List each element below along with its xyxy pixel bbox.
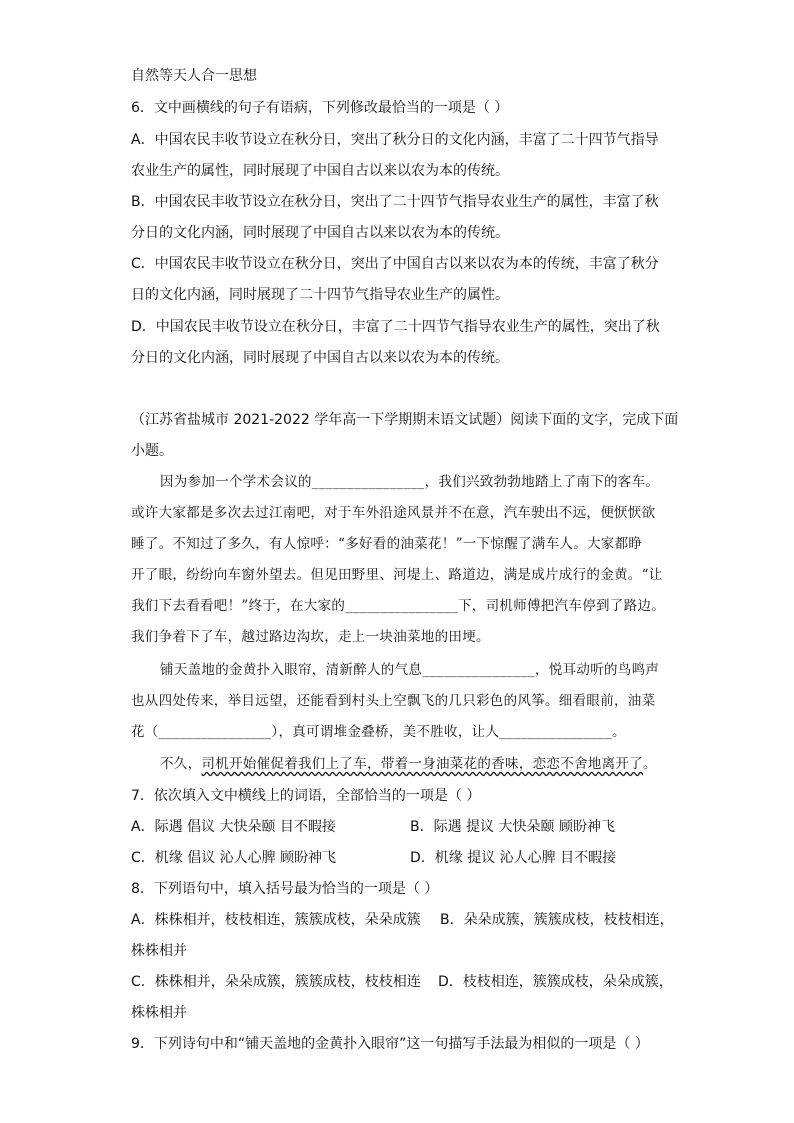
question-8-option-a: A．株株相并，枝枝相连，簇簇成枝，朵朵成簇 — [131, 912, 421, 928]
question-8-stem: 8．下列语句中，填入括号最为恰当的一项是（ ） — [131, 881, 439, 897]
passage-text: 不久， — [160, 756, 202, 772]
question-6-stem: 6．文中画横线的句子有语病，下列修改最恰当的一项是（ ） — [131, 100, 509, 116]
question-6-option-a-line2: 农业生产的属性，同时展现了中国自古以来以农为本的传统。 — [131, 163, 509, 179]
question-8-option-c: C．株株相并，朵朵成簇，簇簇成枝，枝枝相连 — [131, 974, 421, 990]
question-6-option-d-line2: 分日的文化内涵，同时展现了中国自古以来以农为本的传统。 — [131, 350, 509, 366]
question-7-stem: 7．依次填入文中横线上的词语，全部恰当的一项是（ ） — [131, 788, 481, 804]
passage-line: 花（________________），真可谓堆金叠桥，美不胜收，让人________________。 — [131, 724, 626, 740]
passage-line: 也从四处传来，举目远望，还能看到村头上空飘飞的几只彩色的风筝。细看眼前，油菜 — [131, 693, 656, 709]
question-6-option-d-line1: D．中国农民丰收节设立在秋分日，丰富了二十四节气指导农业生产的属性，突出了秋 — [131, 319, 660, 335]
question-9-stem: 9．下列诗句中和“铺天盖地的金黄扑入眼帘”这一句描写手法最为相似的一项是（ ） — [131, 1036, 649, 1052]
passage-line: 睡了。不知过了多久，有人惊呼：“多好看的油菜花！”一下惊醒了满车人。大家都睁 — [131, 536, 643, 552]
question-6-option-a-line1: A．中国农民丰收节设立在秋分日，突出了秋分日的文化内涵，丰富了二十四节气指导 — [131, 132, 659, 148]
question-7-option-d: D．机缘 提议 沁人心脾 目不暇接 — [410, 850, 617, 866]
passage-line: 或许大家都是多次去过江南吧，对于车外沿途风景并不在意，汽车驶出不远，便恹恹欲 — [131, 505, 656, 521]
question-6-option-c-line1: C．中国农民丰收节设立在秋分日，突出了中国自古以来以农为本的传统，丰富了秋分 — [131, 256, 659, 272]
passage-source-intro: （江苏省盐城市 2021-2022 学年高一下学期期末语文试题）阅读下面的文字，完成下面 — [131, 412, 679, 428]
question-6-option-b-line1: B．中国农民丰收节设立在秋分日，突出了二十四节气指导农业生产的属性，丰富了秋 — [131, 194, 659, 210]
wavy-underlined-sentence: 司机开始催促着我们上了车，带着一身油菜花的香味，恋恋不舍地离开了 — [201, 756, 644, 772]
passage-line: 开了眼，纷纷向车窗外望去。但见田野里、河堤上、路道边，满是成片成行的金黄。“让 — [131, 567, 663, 583]
question-8-option-b-cont: 株株相并 — [131, 943, 187, 959]
passage-last-line — [160, 754, 657, 774]
question-7-option-b: B．际遇 提议 大快朵颐 顾盼神飞 — [410, 819, 615, 835]
passage-line: 我们争着下了车，越过路边沟坎，走上一块油菜地的田埂。 — [131, 629, 490, 645]
question-7-option-a: A．际遇 倡议 大快朵颐 目不暇接 — [131, 819, 336, 835]
passage-text: 。 — [643, 756, 657, 772]
previous-answer-tail: 自然等天人合一思想 — [131, 68, 257, 84]
question-8-option-b: B．朵朵成簇，簇簇成枝，枝枝相连， — [440, 912, 674, 928]
passage-line: 铺天盖地的金黄扑入眼帘，清新醉人的气息________________，悦耳动听的鸟鸣声 — [160, 662, 660, 678]
passage-source-intro-cont: 小题。 — [131, 443, 173, 459]
question-7-option-c: C．机缘 倡议 沁人心脾 顾盼神飞 — [131, 850, 337, 866]
question-8-option-d-cont: 株株相并 — [131, 1005, 187, 1021]
passage-line: 我们下去看看吧！”终于，在大家的________________下，司机师傅把汽车停到了路边。 — [131, 598, 666, 614]
passage-line: 因为参加一个学术会议的________________，我们兴致勃勃地踏上了南下的客车。 — [160, 474, 660, 490]
question-6-option-c-line2: 日的文化内涵，同时展现了二十四节气指导农业生产的属性。 — [131, 287, 509, 303]
question-8-option-d: D．枝枝相连，簇簇成枝，朵朵成簇， — [438, 974, 673, 990]
question-6-option-b-line2: 分日的文化内涵，同时展现了中国自古以来以农为本的传统。 — [131, 225, 509, 241]
